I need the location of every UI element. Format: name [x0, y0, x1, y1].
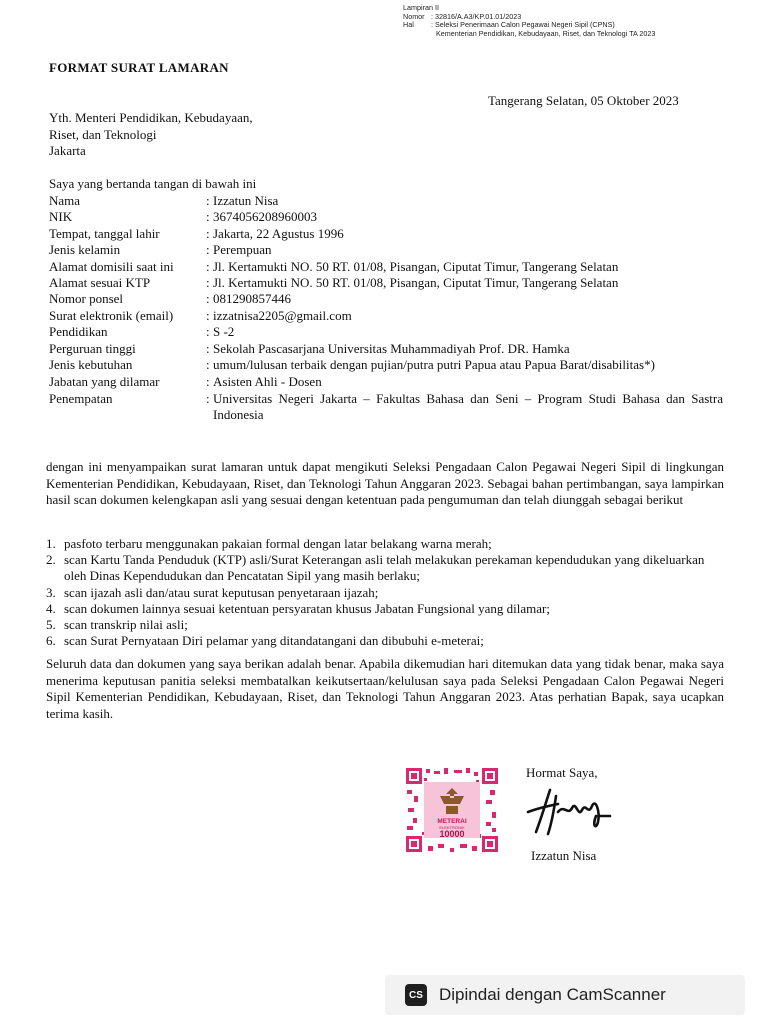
list-text: pasfoto terbaru menggunakan pakaian formal dengan latar belakang warna merah; [64, 536, 492, 551]
recipient-line-1: Yth. Menteri Pendidikan, Kebudayaan, [49, 110, 253, 125]
field-label: Tempat, tanggal lahir [49, 225, 160, 241]
letter-date: Tangerang Selatan, 05 Oktober 2023 [488, 93, 679, 108]
field-label: Pendidikan [49, 324, 108, 340]
field-row-domicile: Alamat domisili saat ini : Jl. Kertamukti NO. 50 RT. 01/08, Pisangan, Ciputat Timur, Tangerang Selatan [49, 259, 723, 275]
list-text: scan transkrip nilai asli; [64, 617, 188, 633]
list-item [46, 633, 726, 649]
field-row-email: Surat elektronik (email) : izzatnisa2205@gmail.com [49, 308, 723, 324]
field-label: Jenis kelamin [49, 242, 121, 258]
field-label: Alamat domisili saat ini [49, 258, 174, 274]
field-row-position: Jabatan yang dilamar : Asisten Ahli - Dosen [49, 374, 723, 390]
recipient-line-2: Riset, dan Teknologi [49, 126, 157, 142]
list-number: 6. [46, 633, 56, 649]
intro-line: Saya yang bertanda tangan di bawah ini [49, 176, 257, 191]
list-text: scan Kartu Tanda Penduduk (KTP) asli/Surat Keterangan asli telah melakukan perekaman kependudukan yang dikeluarkan oleh Dinas Kependudukan dan Pencatatan Sipil yang masih berlaku; [64, 552, 705, 584]
camscanner-badge [385, 975, 745, 1015]
list-number: 5. [46, 617, 56, 633]
handwritten-signature [518, 782, 618, 842]
qr-code-icon [404, 766, 500, 854]
field-value: umum/lulusan terbaik dengan pujian/putra putri Papua atau Papua Barat/disabilitas*) [213, 357, 655, 373]
field-label: Perguruan tinggi [49, 340, 136, 356]
field-value: Jakarta, 22 Agustus 1996 [213, 225, 344, 241]
signer-name: Izzatun Nisa [531, 848, 597, 863]
list-number: 3. [46, 584, 56, 600]
field-value: 081290857446 [213, 291, 291, 307]
field-label: Alamat sesuai KTP [49, 275, 151, 291]
field-row-gender: Jenis kelamin : Perempuan [49, 242, 723, 258]
list-item [46, 617, 726, 633]
field-label: Jenis kebutuhan [49, 357, 133, 373]
svg-text:10000: 10000 [439, 829, 465, 839]
field-label: Surat elektronik (email) [49, 307, 174, 323]
field-row-ktp-address: Alamat sesuai KTP : Jl. Kertamukti NO. 50 RT. 01/08, Pisangan, Ciputat Timur, Tangerang Selatan [49, 275, 723, 291]
field-row-university: Perguruan tinggi : Sekolah Pascasarjana Universitas Muhammadiyah Prof. DR. Hamka [49, 341, 723, 357]
field-value: izzatnisa2205@gmail.com [213, 307, 352, 323]
nomor-value: : 32816/A.A3/KP.01.01/2023 [431, 11, 522, 21]
nomor-key: Nomor [403, 11, 425, 21]
list-item [46, 552, 726, 584]
e-meterai-stamp [404, 766, 500, 854]
field-value: Sekolah Pascasarjana Universitas Muhammadiyah Prof. DR. Hamka [213, 340, 570, 356]
recipient-line-3: Jakarta [49, 143, 86, 158]
field-label: Nomor ponsel [49, 291, 124, 307]
field-row-phone: Nomor ponsel : 081290857446 [49, 291, 723, 307]
hal-value-1: : Seleksi Penerimaan Calon Pegawai Negeri Sipil (CPNS) [431, 20, 615, 30]
field-label: NIK [49, 209, 73, 225]
field-value: Perempuan [213, 242, 272, 258]
applicant-fields [49, 193, 723, 423]
list-number: 1. [46, 536, 56, 551]
recipient-address [49, 110, 253, 160]
field-value: Jl. Kertamukti NO. 50 RT. 01/08, Pisangan, Ciputat Timur, Tangerang Selatan [213, 275, 619, 291]
closing-greeting: Hormat Saya, [526, 765, 598, 780]
field-value: Jl. Kertamukti NO. 50 RT. 01/08, Pisangan, Ciputat Timur, Tangerang Selatan [213, 258, 619, 274]
field-row-placement: Penempatan : Universitas Negeri Jakarta – Fakultas Bahasa dan Seni – Program Studi Bahasa dan Sastra Indonesia [49, 390, 723, 423]
attachment-list [46, 536, 726, 649]
list-item [46, 585, 726, 601]
field-value: Universitas Negeri Jakarta – Fakultas Bahasa dan Seni – Program Studi Bahasa dan Sastra Indonesia [213, 390, 723, 423]
field-row-name: Nama : Izzatun Nisa [49, 193, 723, 209]
hal-value-2: Kementerian Pendidikan, Kebudayaan, Riset, dan Teknologi TA 2023 [436, 28, 656, 38]
field-value: S -2 [213, 324, 235, 340]
field-value: Asisten Ahli - Dosen [213, 374, 322, 390]
list-text: scan Surat Pernyataan Diri pelamar yang ditandatangani dan dibubuhi e-meterai; [64, 633, 484, 649]
field-row-nik: NIK : 3674056208960003 [49, 209, 723, 225]
camscanner-text: Dipindai dengan CamScanner [439, 985, 666, 1004]
camscanner-logo-icon: CS [405, 984, 427, 1006]
attachment-header [403, 4, 655, 38]
field-label: Jabatan yang dilamar [49, 374, 160, 390]
body-paragraph-1: dengan ini menyampaikan surat lamaran untuk dapat mengikuti Seleksi Pengadaan Calon Pegawai Negeri Sipil di lingkungan Kementerian Pendidikan, Kebudayaan, Riset, dan Teknologi Tahun Anggaran 2023. Sebagai bahan pertimbangan, saya lampirkan hasil scan dokumen kelengkapan asli yang sesuai dengan ketentuan pada pengumuman dan telah diunggah sebagai berikut [46, 459, 724, 508]
list-text: scan dokumen lainnya sesuai ketentuan persyaratan khusus Jabatan Fungsional yang dilamar; [64, 600, 550, 616]
list-number: 2. [46, 552, 56, 568]
list-item [46, 536, 726, 552]
field-row-need-type: Jenis kebutuhan : umum/lulusan terbaik dengan pujian/putra putri Papua atau Papua Barat/disabilitas*) [49, 357, 723, 373]
list-text: scan ijazah asli dan/atau surat keputusan penyetaraan ijazah; [64, 584, 379, 600]
field-row-education: Pendidikan : S -2 [49, 324, 723, 340]
field-value: 3674056208960003 [213, 209, 317, 225]
lampiran-label: Lampiran II [403, 3, 439, 12]
field-value: Izzatun Nisa [213, 193, 279, 208]
svg-text:ELEKTRONIK: ELEKTRONIK [439, 825, 465, 830]
document-title: FORMAT SURAT LAMARAN [49, 60, 229, 75]
svg-text:METERAI: METERAI [437, 818, 467, 825]
body-paragraph-2: Seluruh data dan dokumen yang saya berikan adalah benar. Apabila dikemudian hari ditemukan data yang tidak benar, maka saya menerima keputusan panitia seleksi membatalkan keikutsertaan/kelulusan saya pada Seleksi Pengadaan Calon Pegawai Negeri Sipil Kementerian Pendidikan, Kebudayaan, Riset, dan Teknologi Tahun Anggaran 2023. Atas perhatian Bapak, saya ucapkan terima kasih. [46, 656, 724, 721]
field-label: Nama [49, 193, 81, 208]
list-number: 4. [46, 600, 56, 616]
field-label: Penempatan [49, 390, 113, 406]
hal-key: Hal [403, 20, 414, 30]
list-item [46, 601, 726, 617]
field-row-birth: Tempat, tanggal lahir : Jakarta, 22 Agustus 1996 [49, 226, 723, 242]
